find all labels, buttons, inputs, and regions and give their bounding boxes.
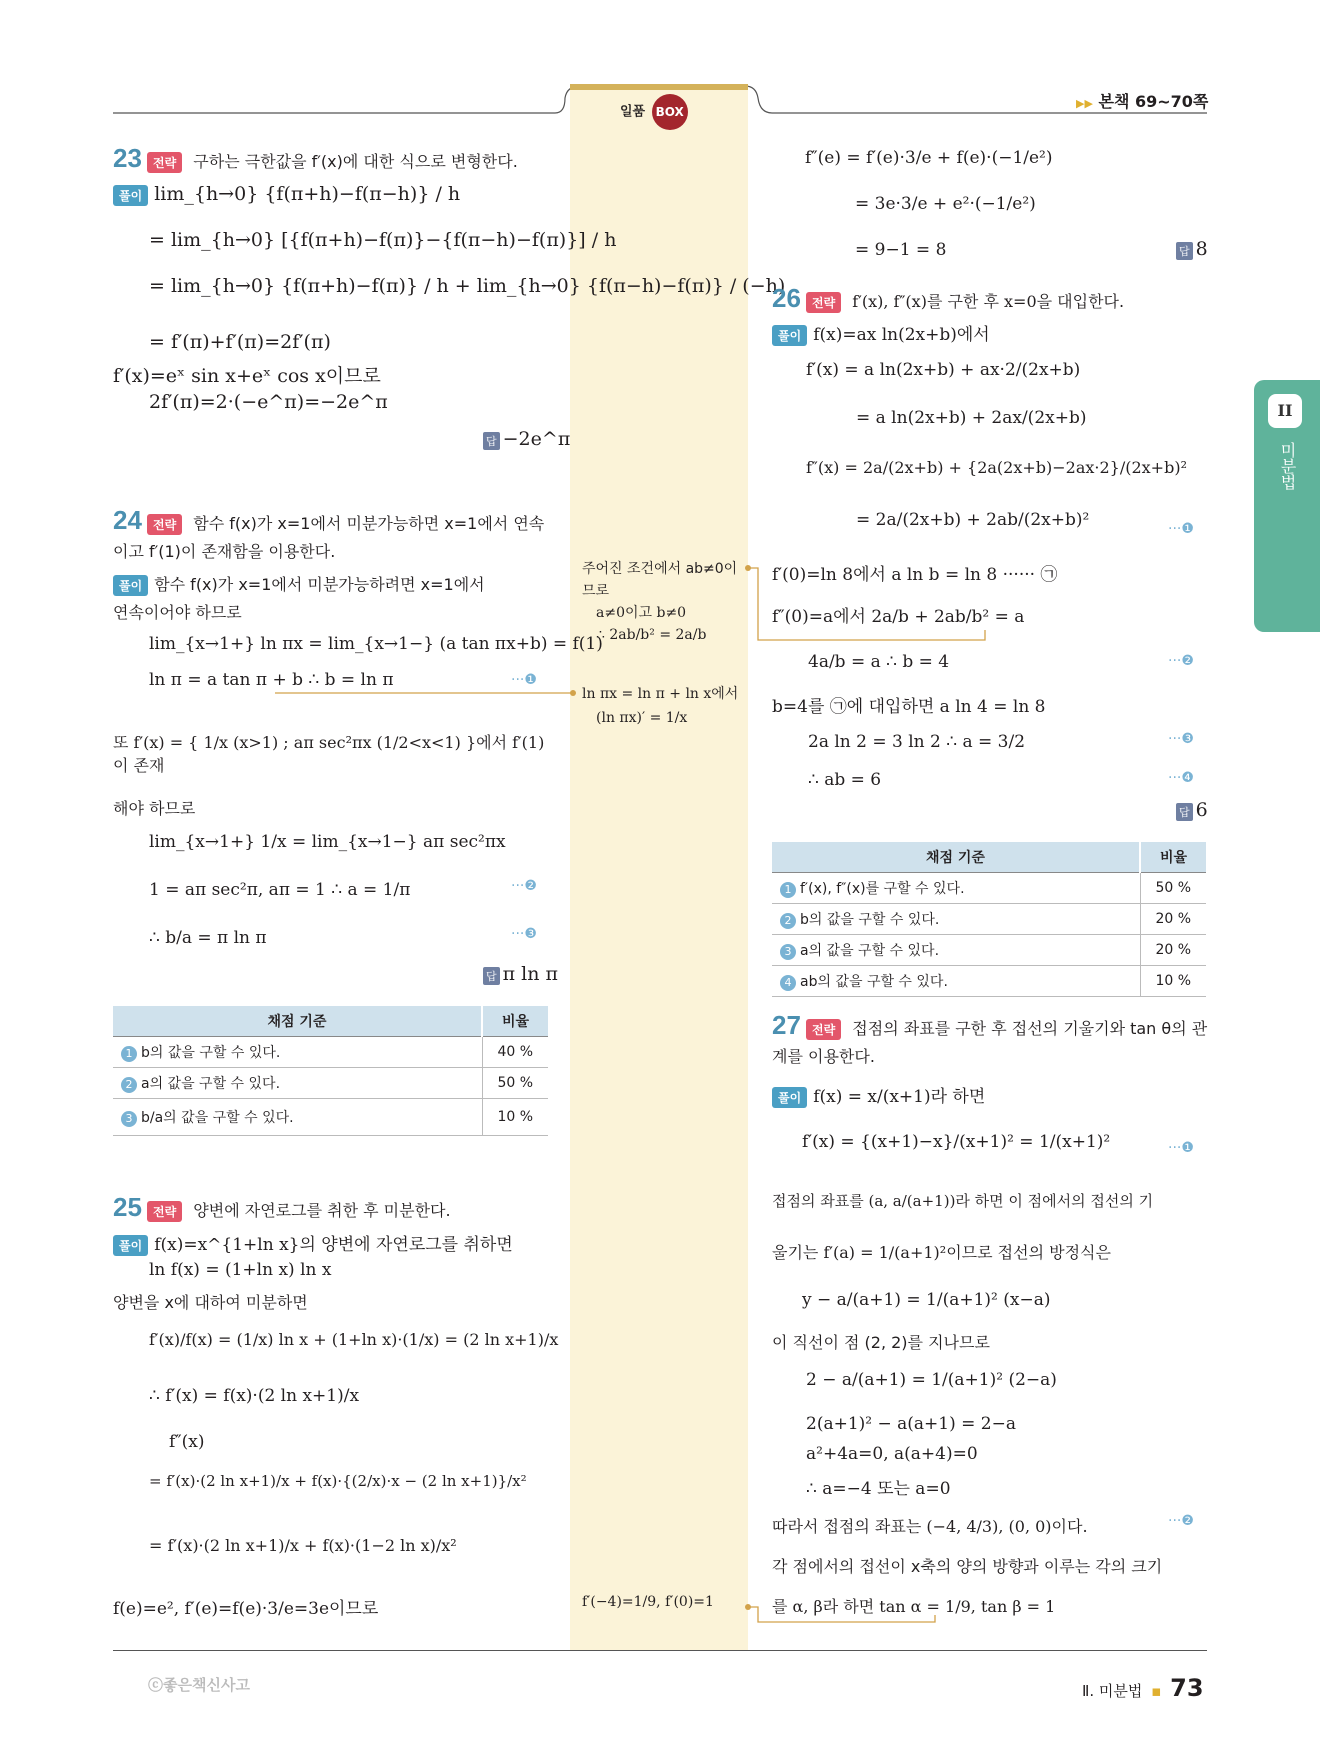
- step-marker-26-4: ···❹: [1168, 770, 1194, 786]
- problem-25-header: 25 전략 양변에 자연로그를 취한 후 미분한다.: [113, 1192, 451, 1222]
- problem-25-solution: 풀이 f(x)=x^{1+ln x}의 양변에 자연로그를 취하면 ln f(x) = (1+ln x) ln x 양변을 x에 대하여 미분하면 f′(x)/f(x) = (1/x) ln x + (1+ln x)·(1/x) = (2 ln x+1)/x ∴ f′(x) = f(x)·(2 ln x+1)/x f″(x) = f′(x)·(2 ln x+1)/x + f(x)·{(2/x)·x − (2 ln x+1)}/x² = f′(x)·(2 ln x+1)/x + f(x)·(1−2 ln x)/x² f(e)=e², f′(e)=f(e)·3/e=3e이므로: [113, 1235, 559, 1619]
- step-marker-27-2: ···❷: [1168, 1513, 1194, 1529]
- problem-27-solution: 풀이 f(x) = x/(x+1)라 하면 f′(x) = {(x+1)−x}/(x+1)² = 1/(x+1)² 접점의 좌표를 (a, a/(a+1))라 하면 이 점에서의 접선의 기 울기는 f′(a) = 1/(a+1)²이므로 접선의 방정식은 y − a/(a+1) = 1/(a+1)² (x−a) 이 직선이 점 (2, 2)를 지나므로 2 − a/(a+1) = 1/(a+1)² (2−a) 2(a+1)² − a(a+1) = 2−a a²+4a=0, a(a+4)=0 ∴ a=−4 또는 a=0 따라서 접점의 좌표는 (−4, 4/3), (0, 0)이다. 각 점에서의 접선이 x축의 양의 방향과 이루는 각의 크기 를 α, β라 하면 tan α = 1/9, tan β = 1: [772, 1087, 1163, 1616]
- problem-23-header: 23 전략 구하는 극한값을 f′(x)에 대한 식으로 변형한다.: [113, 143, 518, 173]
- publisher: ⓒ좋은책신사고: [148, 1676, 250, 1694]
- step-marker-26-1: ···❶: [1168, 521, 1194, 537]
- chapter-roman: II: [1268, 394, 1302, 428]
- box-title: 일품 BOX: [620, 94, 688, 130]
- problem-24-solution: 풀이 함수 f(x)가 x=1에서 미분가능하려면 x=1에서 연속이어야 하므로 lim_{x→1+} ln πx = lim_{x→1−} (a tan πx+b) = f(1) ln π = a tan π + b ∴ b = ln π 또 f′(x) = { 1/x (x>1) ; aπ sec²πx (1/2<x<1) }에서 f′(1)이 존재 해야 하므로 lim_{x→1+} 1/x = lim_{x→1−} aπ sec²πx 1 = aπ sec²π, aπ = 1 ∴ a = 1/π ∴ b/a = π ln π: [113, 575, 603, 948]
- strategy-tag: 전략: [147, 152, 182, 173]
- step-marker-27-1: ···❶: [1168, 1140, 1194, 1156]
- answer-25: 답 8: [1176, 238, 1208, 260]
- problem-26-header: 26 전략 f′(x), f″(x)를 구한 후 x=0을 대입한다.: [772, 283, 1125, 313]
- answer-23: 답 −2e^π: [483, 428, 570, 450]
- step-marker-2: ···❷: [511, 878, 537, 894]
- page-number: 73: [1170, 1674, 1204, 1702]
- problem-23-solution: 풀이 lim_{h→0} {f(π+h)−f(π−h)} / h = lim_{h→0} [{f(π+h)−f(π)}−{f(π−h)−f(π)}] / h = lim_{h→0} {f(π+h)−f(π)} / h + lim_{h→0} {f(π−h)−f(π)} / (−h) = f′(π)+f′(π)=2f′(π) f′(x)=eˣ sin x+eˣ cos x이므로 2f′(π)=2·(−e^π)=−2e^π: [113, 183, 786, 413]
- problem-27-header: 27 전략 접점의 좌표를 구한 후 접선의 기울기와 tan θ의 관계를 이용한다.: [772, 1010, 1208, 1066]
- chapter-label: 미분법: [1278, 442, 1297, 490]
- problem-26-solution: 풀이 f(x)=ax ln(2x+b)에서 f′(x) = a ln(2x+b) + ax·2/(2x+b) = a ln(2x+b) + 2ax/(2x+b) f″(x) = 2a/(2x+b) + {2a(2x+b)−2ax·2}/(2x+b)² = 2a/(2x+b) + 2ab/(2x+b)² f′(0)=ln 8에서 a ln b = ln 8 ······ ㉠ f″(0)=a에서 2a/b + 2ab/b² = a 4a/b = a ∴ b = 4 b=4를 ㉠에 대입하면 a ln 4 = ln 8 2a ln 2 = 3 ln 2 ∴ a = 3/2 ∴ ab = 6: [772, 325, 1187, 790]
- solution-tag: 풀이: [113, 185, 148, 206]
- box-badge: BOX: [652, 94, 688, 130]
- middle-note-1: 주어진 조건에서 ab≠0이 므로 a≠0이고 b≠0 ∴ 2ab/b² = 2a/b: [582, 561, 738, 643]
- footer-rule: [113, 1650, 1207, 1651]
- answer-26: 답 6: [1176, 799, 1208, 821]
- problem-24-header: 24 전략 함수 f(x)가 x=1에서 미분가능하면 x=1에서 연속이고 f′(1)이 존재함을 이용한다.: [113, 505, 545, 561]
- step-marker-1: ···❶: [511, 672, 537, 688]
- answer-24: 답 π ln π: [483, 963, 558, 985]
- chapter-footer: Ⅱ. 미분법 ▪ 73: [1082, 1674, 1204, 1702]
- step-marker-3: ···❸: [511, 926, 537, 942]
- step-marker-26-3: ···❸: [1168, 731, 1194, 747]
- page-reference: ▶▶ 본책 69~70쪽: [1076, 92, 1209, 111]
- grading-table-24: 채점 기준 비율 1 b의 값을 구할 수 있다. 40 % 2 a의 값을 구할 수 있다. 50 % 3 b/a의 값을 구할 수 있다. 10 %: [113, 1006, 548, 1136]
- grading-table-26: 채점 기준 비율 1 f′(x), f″(x)를 구할 수 있다. 50 % 2 b의 값을 구할 수 있다. 20 % 3 a의 값을 구할 수 있다. 20 % 4 ab의 값을 구할 수 있다. 10 %: [772, 842, 1206, 997]
- problem-25-continued: f″(e) = f′(e)·3/e + f(e)·(−1/e²) = 3e·3/e + e²·(−1/e²) = 9−1 = 8: [805, 148, 1053, 260]
- middle-note-2: ln πx = ln π + ln x에서 (ln πx)′ = 1/x: [582, 686, 739, 726]
- middle-note-3: f′(−4)=1/9, f′(0)=1: [582, 1594, 714, 1610]
- arrow-icon: ▶▶: [1076, 97, 1093, 110]
- step-marker-26-2: ···❷: [1168, 653, 1194, 669]
